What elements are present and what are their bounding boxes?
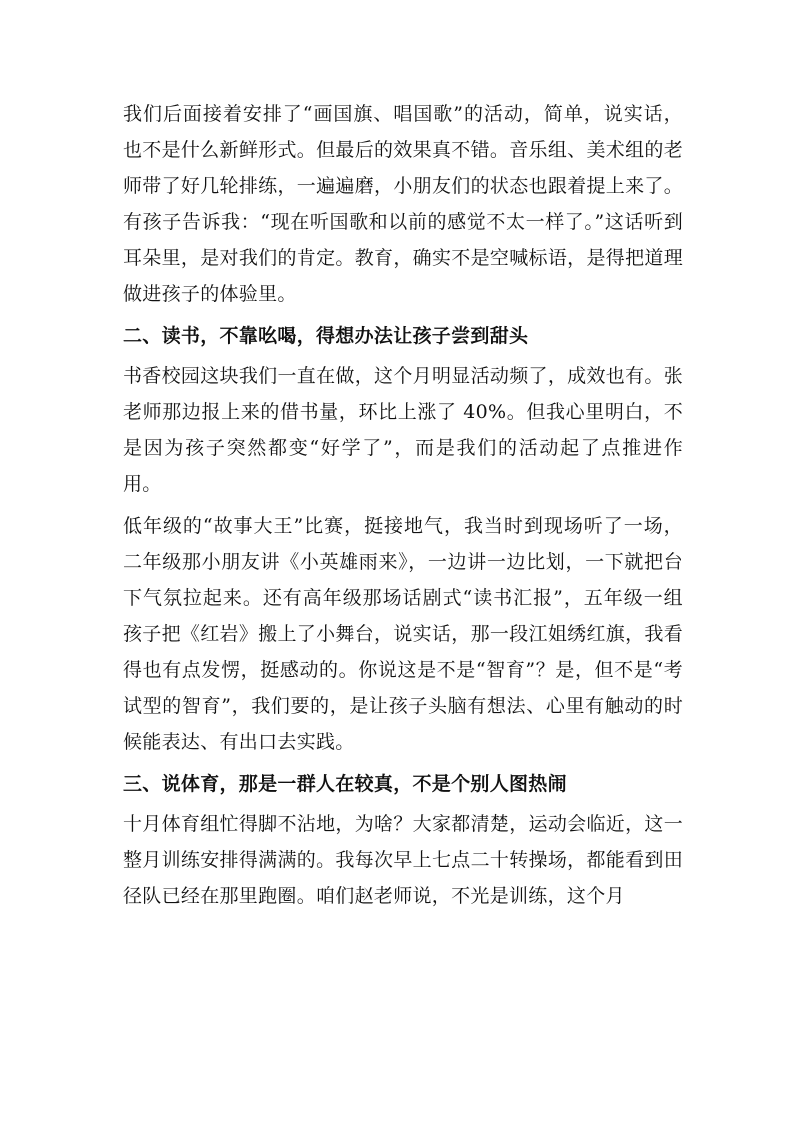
paragraph-story-king-contest: 低年级的“故事大王”比赛，挺接地气，我当时到现场听了一场，二年级那小朋友讲《小英雄雨来》，一边讲一边比划，一下就把台下气氛拉起来。还有高年级那场话剧式“读书汇报”，五年级一组孩子把《红岩》搬上了小舞台，说实话，那一段江姐绣红旗，我看得也有点发愣，挺感动的。你说这是不是“智育”？是，但不是“考试型的智育”，我们要的，是让孩子头脑有想法、心里有触动的时候能表达、有出口去实践。 (123, 515, 683, 753)
section-heading-reading: 二、读书，不靠吆喝，得想办法让孩子尝到甜头 (123, 325, 529, 347)
paragraph-sports-training: 十月体育组忙得脚不沾地，为啥？大家都清楚，运动会临近，这一整月训练安排得满满的。我每次早上七点二十转操场，都能看到田径队已经在那里跑圈。咱们赵老师说，不光是训练，这个月 (123, 813, 683, 907)
paragraph-reading-campus: 书香校园这块我们一直在做，这个月明显活动频了，成效也有。张老师那边报上来的借书量，环比上涨了 40%。但我心里明白，不是因为孩子突然都变“好学了”，而是我们的活动起了点推进作用。 (123, 365, 683, 495)
document-page (123, 96, 683, 914)
paragraph-flag-anthem-activity: 我们后面接着安排了“画国旗、唱国歌”的活动，简单，说实话，也不是什么新鲜形式。但最后的效果真不错。音乐组、美术组的老师带了好几轮排练，一遍遍磨，小朋友们的状态也跟着提上来了。有孩子告诉我：“现在听国歌和以前的感觉不太一样了。”这话听到耳朵里，是对我们的肯定。教育，确实不是空喊标语，是得把道理做进孩子的体验里。 (123, 103, 683, 305)
section-heading-sports: 三、说体育，那是一群人在较真，不是个别人图热闹 (123, 773, 567, 795)
